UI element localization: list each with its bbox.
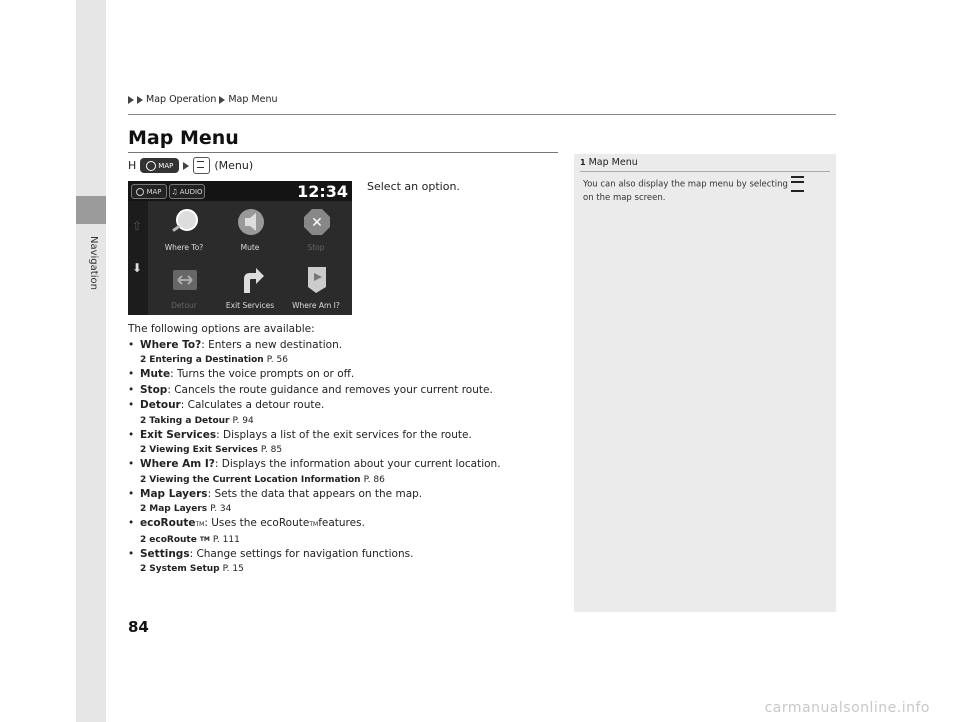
reference-arrow-icon: 2 — [140, 445, 147, 455]
cross-reference: 2 Map Layers P. 34 — [140, 504, 232, 514]
screen-audio-button[interactable]: ♫ AUDIO — [169, 184, 205, 199]
cross-reference: 2 System Setup P. 15 — [140, 564, 244, 574]
menu-label: (Menu) — [214, 159, 254, 172]
nav-screen — [128, 181, 352, 315]
reference-link[interactable]: Viewing Exit Services — [149, 445, 258, 455]
tile-exit-services[interactable]: Exit Services — [220, 261, 280, 313]
side-tab — [76, 0, 106, 722]
music-note-icon: ♫ — [171, 187, 178, 196]
option-item: • Where To? : Enters a new destination. — [128, 338, 343, 351]
svg-text:✕: ✕ — [311, 215, 323, 231]
reference-arrow-icon: 2 — [140, 534, 147, 545]
side-tab-marker — [76, 196, 106, 224]
side-note-header — [580, 157, 638, 168]
option-item: • ecoRoute TM : Uses the ecoRoute TM features. — [128, 517, 365, 529]
tile-detour[interactable]: Detour — [154, 261, 214, 313]
page-title: Map Menu — [128, 127, 239, 149]
reference-arrow-icon: 2 — [140, 415, 147, 426]
scroll-up-icon[interactable]: ⇧ — [132, 219, 143, 233]
breadcrumb-item: Map Operation — [146, 94, 217, 105]
note-number: 1 — [580, 158, 586, 167]
reference-link[interactable]: Taking a Detour — [149, 415, 230, 426]
tile-where-to[interactable]: Where To? — [154, 203, 214, 255]
side-label: Navigation — [88, 236, 99, 290]
reference-link[interactable]: Viewing the Current Location Information — [149, 474, 361, 485]
tile-mute[interactable]: Mute — [220, 203, 280, 255]
breadcrumb-arrow-icon — [137, 96, 143, 104]
reference-link[interactable]: Entering a Destination — [149, 355, 264, 365]
reference-arrow-icon: 2 — [140, 474, 147, 485]
magnifier-icon — [170, 207, 200, 237]
option-item: • Detour : Calculates a detour route. — [128, 399, 325, 411]
tile-stop[interactable]: ✕ Stop — [286, 203, 346, 255]
side-note-rule — [580, 171, 830, 172]
menu-key-icon — [193, 157, 210, 174]
option-item: • Stop : Cancels the route guidance and removes your current route. — [128, 383, 493, 396]
cross-reference: 2 Viewing Exit Services P. 85 — [140, 445, 283, 455]
reference-arrow-icon: 2 — [140, 504, 147, 514]
path-arrow-icon — [183, 162, 189, 170]
cross-reference: 2 Entering a Destination P. 56 — [140, 355, 288, 365]
option-item: • Mute : Turns the voice prompts on or off. — [128, 368, 355, 380]
option-item: • Where Am I? : Displays the information about your current location. — [128, 458, 501, 470]
menu-icon — [791, 176, 804, 192]
watermark: carmanualsonline.info — [764, 700, 930, 716]
reference-link[interactable]: System Setup — [149, 564, 220, 574]
home-icon — [136, 188, 144, 196]
reference-link[interactable]: Map Layers — [149, 504, 208, 514]
page-number: 84 — [128, 618, 149, 636]
side-note-title: Map Menu — [588, 157, 638, 168]
reference-arrow-icon: 2 — [140, 564, 147, 574]
side-note-text: You can also display the map menu by selecting on the map screen. — [583, 176, 813, 205]
screen-map-button[interactable]: MAP — [131, 184, 167, 199]
location-flag-icon — [302, 265, 332, 295]
breadcrumb-arrow-icon — [128, 96, 134, 104]
side-note — [574, 154, 836, 612]
reference-link[interactable]: ecoRoute — [149, 534, 197, 545]
stop-icon — [302, 207, 332, 237]
options-list — [128, 322, 568, 576]
detour-icon — [170, 265, 200, 295]
screen-clock: 12:34 — [297, 182, 348, 201]
header-rule — [128, 114, 836, 115]
title-rule — [128, 152, 558, 153]
option-item: • Settings : Change settings for navigation functions. — [128, 547, 414, 560]
option-item: • Map Layers : Sets the data that appears on the map. — [128, 487, 423, 500]
select-instruction: Select an option. — [367, 180, 460, 193]
cross-reference: 2 Taking a Detour P. 94 — [140, 415, 254, 426]
breadcrumb-arrow-icon — [219, 96, 225, 104]
tile-where-am-i[interactable]: Where Am I? — [286, 261, 346, 313]
cross-reference: 2 Viewing the Current Location Information P. 86 — [140, 474, 385, 485]
reference-arrow-icon: 2 — [140, 355, 147, 365]
map-button-icon: MAP — [140, 158, 179, 173]
home-icon — [146, 161, 156, 171]
breadcrumb — [128, 94, 278, 105]
home-glyph: H — [128, 159, 137, 172]
cross-reference: 2 ecoRoute TM P. 111 — [140, 534, 240, 545]
option-item: • Exit Services : Displays a list of the exit services for the route. — [128, 428, 472, 441]
scroll-down-icon[interactable]: ⬇ — [132, 261, 143, 275]
options-intro: The following options are available: — [128, 323, 315, 335]
speaker-icon — [236, 207, 266, 237]
exit-arrow-icon — [236, 265, 266, 295]
menu-path — [128, 157, 253, 174]
breadcrumb-item: Map Menu — [228, 94, 278, 105]
